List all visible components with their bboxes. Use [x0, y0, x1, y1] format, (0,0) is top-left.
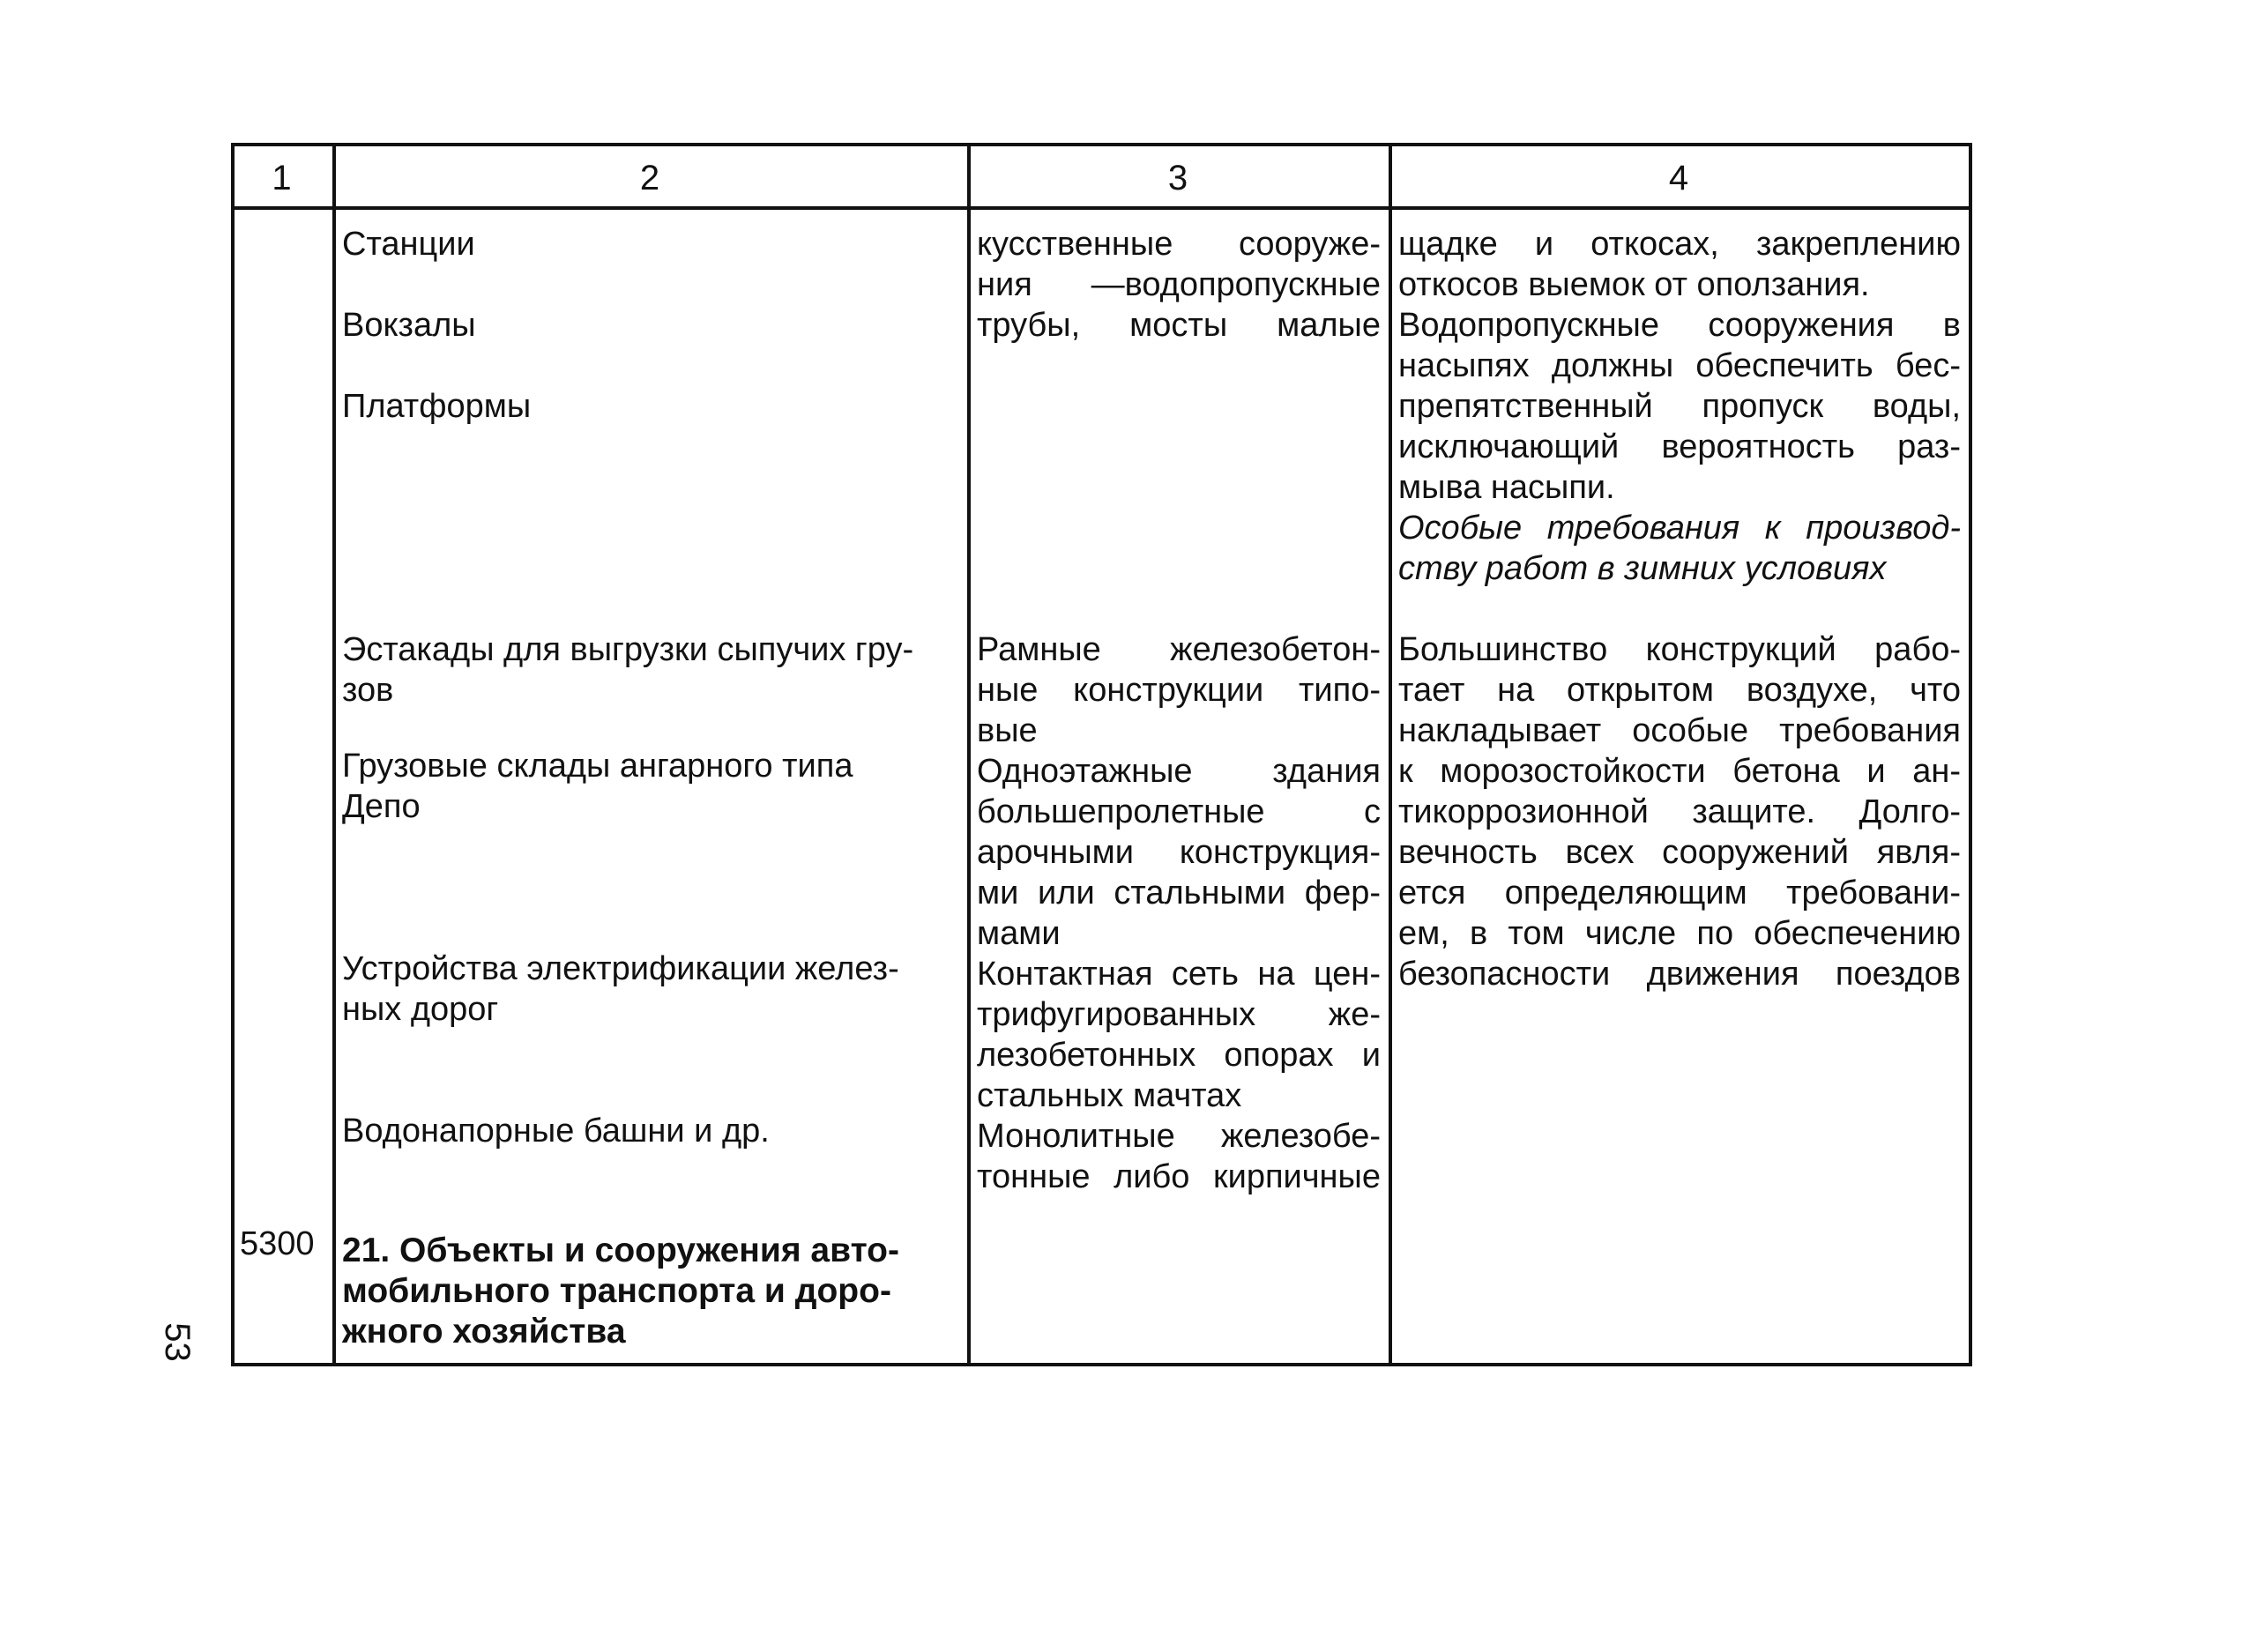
item-depots: Депо — [342, 788, 421, 825]
col3-catenary: Контактная сеть на цен- трифугированных же- лезобетонных опорах и стальных мачтах — [977, 956, 1381, 1114]
table-border-left — [231, 143, 235, 1366]
header-col-2: 2 — [639, 159, 660, 197]
section-title: 21. Объекты и сооружения авто- мобильного транспорта и доро- жного хозяйства — [342, 1232, 899, 1351]
header-col-1: 1 — [272, 159, 292, 197]
column-divider-1 — [332, 143, 336, 1366]
item-warehouses: Грузовые склады ангарного типа — [342, 748, 853, 785]
header-col-3: 3 — [1167, 159, 1188, 197]
col4-durability-requirements: Большинство конструкций рабо- тает на открытом воздухе, что накладывает особые требования к морозостойкости бетона и ан- тикоррозионной защите. Долго- вечность всех сооружений явля- ется определяющим требовани- ем, в том числе по обеспечению безопасности движения поездов — [1398, 631, 1961, 993]
col3-frame-structures: Рамные железобетон- ные конструкции типо- вые — [977, 631, 1381, 749]
data-table — [231, 143, 1972, 1366]
page-number: 53 — [157, 1322, 197, 1362]
item-electrification: Устройства электрификации желез- ных дорог — [342, 950, 899, 1028]
item-trestles: Эстакады для выгрузки сыпучих гру- зов — [342, 631, 914, 709]
col4-winter-requirements: Особые требования к производ- ству работ в зимних условиях — [1398, 510, 1961, 587]
item-water-towers: Водонапорные башни и др. — [342, 1112, 770, 1150]
col3-monolithic: Монолитные железобе- тонные либо кирпичные — [977, 1118, 1381, 1195]
column-divider-3 — [1389, 143, 1392, 1366]
col3-artificial-structures: кусственные сооруже- ния —водопропускные трубы, мосты малые — [977, 226, 1381, 344]
column-divider-2 — [967, 143, 971, 1366]
item-platforms: Платформы — [342, 388, 532, 425]
header-col-4: 4 — [1668, 159, 1689, 197]
col3-single-storey-buildings: Одноэтажные здания большепролетные с арочными конструкция- ми или стальными фер- мами — [977, 753, 1381, 952]
table-border-right — [1969, 143, 1972, 1366]
item-stations: Станции — [342, 226, 475, 263]
header-divider — [231, 206, 1972, 210]
row-code: 5300 — [240, 1225, 315, 1262]
item-terminals: Вокзалы — [342, 307, 476, 344]
col4-culvert-requirements: Водопропускные сооружения в насыпях должны обеспечить бес- препятственный пропуск воды, исключающий вероятность раз- мыва насыпи. — [1398, 307, 1961, 506]
table-border-top — [231, 143, 1972, 146]
table-border-bottom — [231, 1363, 1972, 1366]
col4-slope-requirements: щадке и откосах, закреплению откосов выемок от оползания. — [1398, 226, 1961, 303]
